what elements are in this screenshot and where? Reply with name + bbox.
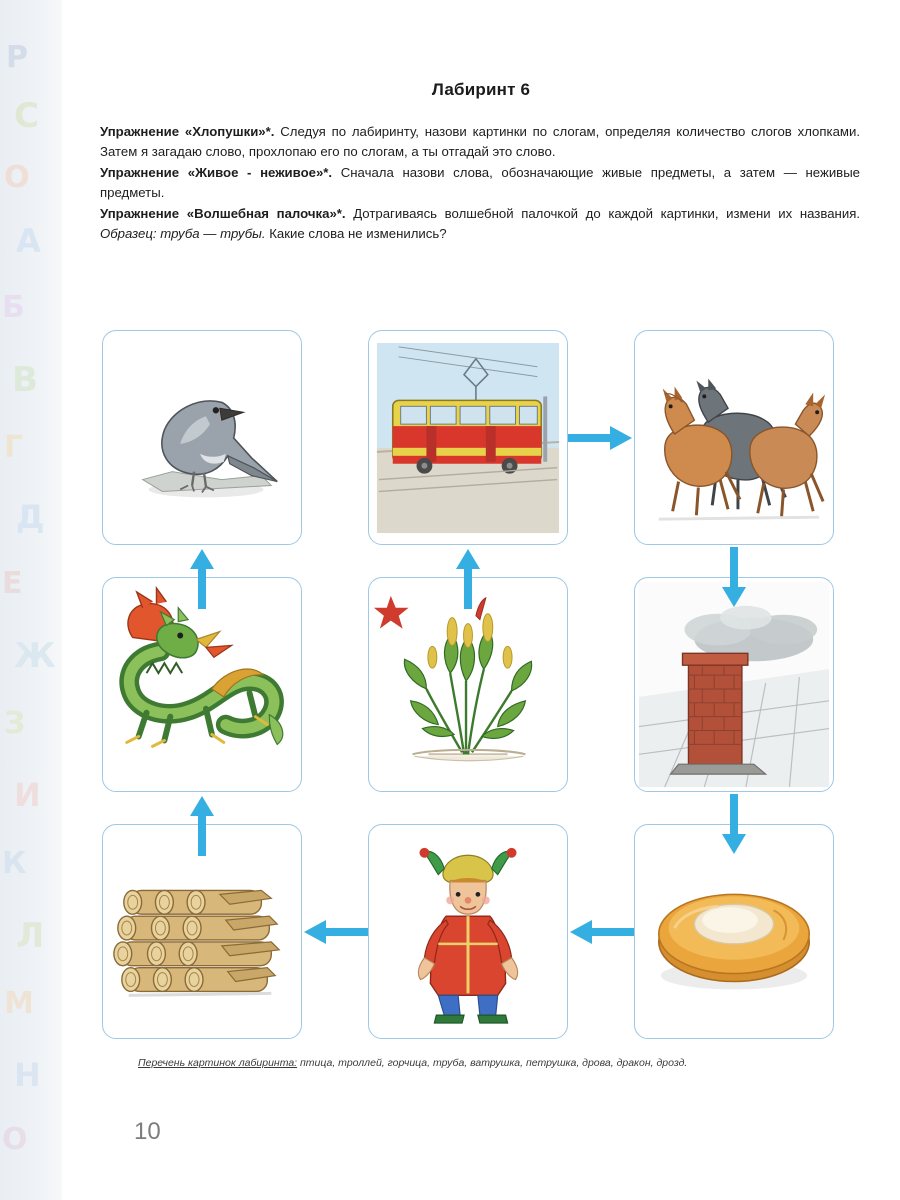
arrow-vatrushka-to-petrushka <box>568 919 634 945</box>
instruction-2-text: Сначала назови слова, обозначающие живые предметы, а затем — неживые предметы. <box>100 165 861 201</box>
chimney-illustration <box>635 578 833 791</box>
caption-lead: Перечень картинок лабиринта: <box>138 1057 298 1069</box>
decorative-letter: К <box>2 846 27 881</box>
dragon-illustration <box>103 578 301 791</box>
decorative-letter: М <box>4 986 34 1021</box>
instructions-block <box>100 122 860 245</box>
binding-strip <box>0 0 63 1200</box>
page-title: Лабиринт 6 <box>431 80 531 99</box>
arrow-dragon-to-bird <box>189 547 215 609</box>
arrow-chimney-to-vatrushka <box>721 794 747 856</box>
page-sheet <box>62 0 900 1200</box>
instruction-3-example: Образец: труба — трубы. <box>100 226 266 242</box>
tram-illustration <box>369 331 567 544</box>
decorative-letter: Л <box>16 916 45 956</box>
arrow-firewood-to-dragon <box>189 794 215 856</box>
page-number: 10 <box>134 1118 161 1145</box>
instruction-1-text: Следуя по лабиринту, назови картинки по слогам, определяя количество слогов хлопками. Затем я загадаю слово, прохлопаю его по слогам, а ты отгадай это слово. <box>100 124 860 160</box>
petrushka-illustration <box>369 825 567 1038</box>
decorative-letter: О <box>2 1122 28 1157</box>
decorative-letter: А <box>16 222 41 260</box>
instruction-3-text: Дотрагиваясь волшебной палочкой до каждой картинки, измени их названия. <box>345 206 860 222</box>
decorative-letter: Б <box>2 290 25 325</box>
picture-horses[interactable] <box>634 330 834 545</box>
decorative-letter: В <box>12 360 38 400</box>
decorative-letter: С <box>14 96 39 136</box>
picture-mustard[interactable] <box>368 577 568 792</box>
vatrushka-illustration <box>635 825 833 1038</box>
instruction-2-title: Упражнение «Живое - неживое»*. <box>100 165 333 181</box>
bird-illustration <box>103 331 301 544</box>
picture-dragon[interactable] <box>102 577 302 792</box>
decorative-letter: О <box>4 160 30 195</box>
decorative-letter: Н <box>14 1056 41 1094</box>
instruction-2 <box>100 163 860 203</box>
maze-grid <box>102 330 862 1040</box>
instruction-1 <box>100 122 860 162</box>
decorative-letter: И <box>14 776 41 814</box>
instruction-3 <box>100 204 860 244</box>
arrow-horses-to-chimney <box>721 547 747 609</box>
decorative-letter: Р <box>6 40 28 75</box>
instruction-3-title: Упражнение «Волшебная палочка»*. <box>100 206 346 222</box>
picture-list-caption <box>138 1057 883 1069</box>
decorative-letter: Ж <box>14 636 56 676</box>
picture-chimney[interactable] <box>634 577 834 792</box>
instruction-1-title: Упражнение «Хлопушки»*. <box>100 124 275 139</box>
picture-tram[interactable] <box>368 330 568 545</box>
arrow-petrushka-to-firewood <box>302 919 368 945</box>
picture-firewood[interactable] <box>102 824 302 1039</box>
firewood-illustration <box>103 825 301 1038</box>
arrow-mustard-to-tram <box>455 547 481 609</box>
picture-bird[interactable] <box>102 330 302 545</box>
mustard-illustration <box>369 578 567 791</box>
decorative-letter: З <box>4 706 26 741</box>
arrow-tram-to-horses <box>568 425 634 451</box>
decorative-letter: Д <box>16 498 45 536</box>
picture-petrushka[interactable] <box>368 824 568 1039</box>
caption-text: птица, троллей, горчица, труба, ватрушка, петрушка, дрова, дракон, дрозд. <box>297 1057 688 1069</box>
horses-illustration <box>635 331 833 544</box>
picture-vatrushka[interactable] <box>634 824 834 1039</box>
decorative-letter: Г <box>4 430 24 465</box>
decorative-letter: Е <box>2 566 23 601</box>
instruction-3-tail: Какие слова не изменились? <box>265 226 447 242</box>
